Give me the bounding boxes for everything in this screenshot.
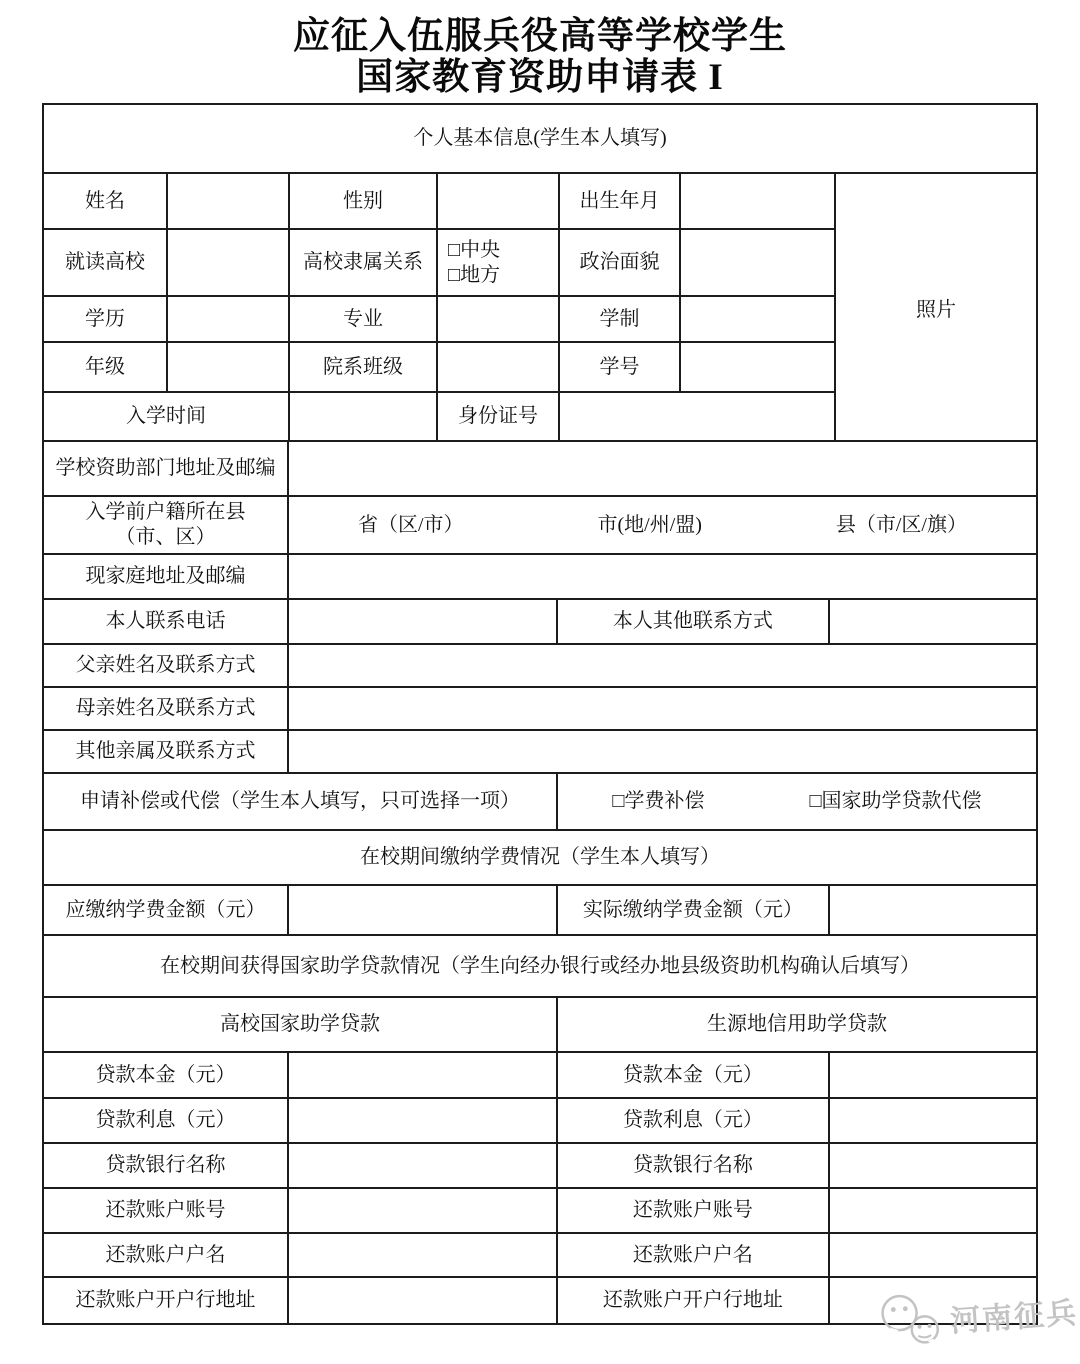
enrollment-time-input-cell[interactable] (290, 393, 438, 440)
student-id-input-cell[interactable] (681, 343, 836, 391)
photo-label: 照片 (916, 298, 956, 321)
personal-info-section-header: 个人基本信息(学生本人填写) (413, 127, 667, 149)
origin-loan-interest-input-cell[interactable] (830, 1099, 1036, 1142)
mother-contact-label: 母亲姓名及联系方式 (44, 688, 289, 729)
father-contact-label: 父亲姓名及联系方式 (44, 645, 289, 686)
degree-input-cell[interactable] (168, 297, 290, 341)
compensation-options-cell (558, 774, 1036, 829)
student-id-label: 学号 (560, 343, 681, 391)
tuition-paid-input-cell[interactable] (830, 886, 1036, 934)
major-input-cell[interactable] (438, 297, 560, 341)
campus-loan-interest-label: 贷款利息（元） (44, 1099, 289, 1142)
origin-repay-account-input-cell[interactable] (830, 1189, 1036, 1232)
name-label: 姓名 (44, 174, 168, 228)
school-aid-address-label: 学校资助部门地址及邮编 (44, 442, 289, 495)
loan-row-interest (44, 1099, 1036, 1144)
hukou-city-label: 市(地/州/盟) (597, 513, 702, 536)
degree-label: 学历 (44, 297, 168, 341)
campus-account-name-label: 还款账户户名 (44, 1234, 289, 1276)
watermark-text: 河南征兵 (949, 1296, 1080, 1339)
campus-repay-account-label: 还款账户账号 (44, 1189, 289, 1232)
department-class-input-cell[interactable] (438, 343, 560, 391)
hukou-province-label: 省（区/市） (358, 513, 464, 536)
loan-section-header: 在校期间获得国家助学贷款情况（学生向经办银行或经办地县级资助机构确认后填写） (160, 954, 920, 977)
origin-loan-interest-label: 贷款利息（元） (558, 1099, 830, 1142)
origin-loan-header: 生源地信用助学贷款 (706, 1013, 887, 1035)
campus-loan-bank-label: 贷款银行名称 (44, 1144, 289, 1187)
political-status-input-cell[interactable] (681, 230, 836, 295)
study-length-label: 学制 (560, 297, 681, 341)
tuition-due-label: 应缴纳学费金额（元） (44, 886, 289, 934)
checkbox-icon[interactable]: □ (448, 238, 461, 261)
phone-label: 本人联系电话 (44, 600, 289, 643)
birthdate-input-cell[interactable] (681, 174, 836, 228)
department-class-label: 院系班级 (290, 343, 438, 391)
gender-input-cell[interactable] (438, 174, 560, 228)
photo-area[interactable] (836, 174, 1036, 440)
hukou-input-cell[interactable] (289, 497, 1036, 553)
origin-bank-address-input-cell[interactable] (830, 1278, 1036, 1323)
hukou-county-suffix-label: 县（市/区/旗） (835, 513, 967, 536)
school-aid-address-input-cell[interactable] (289, 442, 1036, 495)
origin-loan-bank-label: 贷款银行名称 (558, 1144, 830, 1187)
hukou-county-label: 入学前户籍所在县 （市、区） (44, 497, 289, 553)
campus-repay-account-input-cell[interactable] (289, 1189, 558, 1232)
campus-account-name-input-cell[interactable] (289, 1234, 558, 1276)
other-relative-contact-input-cell[interactable] (289, 731, 1036, 772)
origin-loan-principal-input-cell[interactable] (830, 1053, 1036, 1097)
origin-repay-account-label: 还款账户账号 (558, 1189, 830, 1232)
loan-row-bank-address (44, 1278, 1036, 1323)
loan-row-principal (44, 1053, 1036, 1099)
college-label: 就读高校 (44, 230, 168, 295)
other-contact-label: 本人其他联系方式 (558, 600, 830, 643)
id-number-input-cell[interactable] (560, 393, 836, 440)
form-title-line2: 国家教育资助申请表 I (356, 57, 724, 98)
tuition-due-input-cell[interactable] (289, 886, 558, 934)
home-address-label: 现家庭地址及邮编 (44, 555, 289, 598)
campus-loan-interest-input-cell[interactable] (289, 1099, 558, 1142)
form-title (0, 0, 1080, 98)
affiliation-option-local[interactable]: □地方 (448, 263, 501, 286)
tuition-section-header: 在校期间缴纳学费情况（学生本人填写） (360, 846, 720, 868)
campus-bank-address-input-cell[interactable] (289, 1278, 558, 1323)
loan-row-bank (44, 1144, 1036, 1189)
father-contact-input-cell[interactable] (289, 645, 1036, 686)
affiliation-option-central[interactable]: □中央 (448, 238, 501, 261)
major-label: 专业 (290, 297, 438, 341)
application-form-table (42, 103, 1038, 1325)
tuition-compensation-option[interactable]: □学费补偿 (612, 790, 705, 812)
enrollment-time-label: 入学时间 (44, 393, 290, 440)
form-title-line1: 应征入伍服兵役高等学校学生 (293, 16, 787, 57)
origin-loan-principal-label: 贷款本金（元） (558, 1053, 830, 1097)
affiliation-label: 高校隶属关系 (290, 230, 438, 295)
campus-bank-address-label: 还款账户开户行地址 (44, 1278, 289, 1323)
id-number-label: 身份证号 (438, 393, 560, 440)
birthdate-label: 出生年月 (560, 174, 681, 228)
political-status-label: 政治面貌 (560, 230, 681, 295)
mother-contact-input-cell[interactable] (289, 688, 1036, 729)
grade-label: 年级 (44, 343, 168, 391)
loan-repayment-option[interactable]: □国家助学贷款代偿 (809, 790, 982, 812)
name-input-cell[interactable] (168, 174, 290, 228)
personal-info-grid (44, 174, 1036, 442)
compensation-choice-label: 申请补偿或代偿（学生本人填写，只可选择一项） (44, 774, 558, 829)
home-address-input-cell[interactable] (289, 555, 1036, 598)
checkbox-icon[interactable]: □ (809, 790, 822, 812)
tuition-paid-label: 实际缴纳学费金额（元） (558, 886, 830, 934)
affiliation-options-cell (438, 230, 560, 295)
other-contact-input-cell[interactable] (830, 600, 1036, 643)
origin-bank-address-label: 还款账户开户行地址 (558, 1278, 830, 1323)
other-relative-contact-label: 其他亲属及联系方式 (44, 731, 289, 772)
loan-row-account-number (44, 1189, 1036, 1234)
checkbox-icon[interactable]: □ (448, 263, 461, 286)
origin-loan-bank-input-cell[interactable] (830, 1144, 1036, 1187)
campus-loan-bank-input-cell[interactable] (289, 1144, 558, 1187)
checkbox-icon[interactable]: □ (612, 790, 625, 812)
campus-loan-header: 高校国家助学贷款 (44, 998, 558, 1051)
college-input-cell[interactable] (168, 230, 290, 295)
grade-input-cell[interactable] (168, 343, 290, 391)
gender-label: 性别 (290, 174, 438, 228)
campus-loan-principal-input-cell[interactable] (289, 1053, 558, 1097)
loan-row-account-name (44, 1234, 1036, 1278)
campus-loan-principal-label: 贷款本金（元） (44, 1053, 289, 1097)
phone-input-cell[interactable] (289, 600, 558, 643)
study-length-input-cell[interactable] (681, 297, 836, 341)
origin-account-name-input-cell[interactable] (830, 1234, 1036, 1276)
origin-account-name-label: 还款账户户名 (558, 1234, 830, 1276)
